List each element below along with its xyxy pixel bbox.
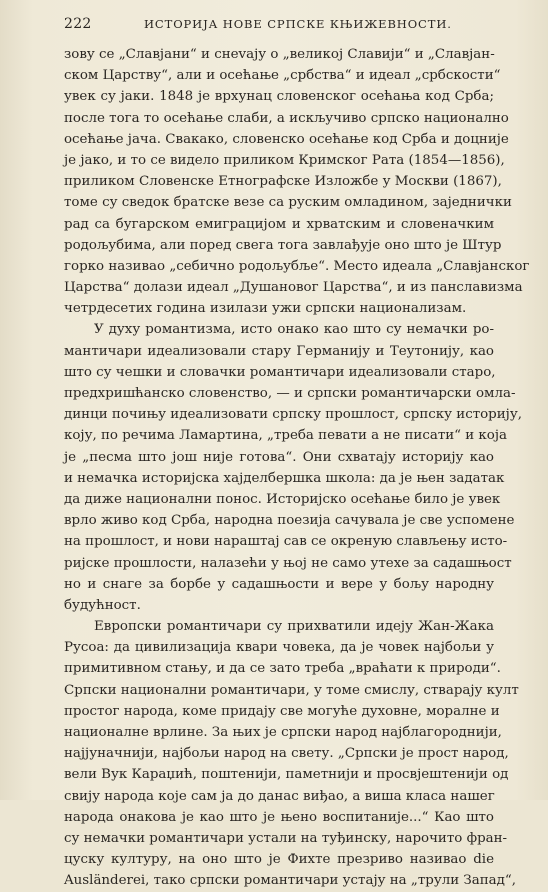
text-line: четрдесетих година изилази ужи српски национализам. <box>64 301 467 317</box>
text-line: на прошлост, и нови нараштај сав се окреную слављењу исто- <box>64 534 508 550</box>
page-header <box>64 16 494 36</box>
text-line: Русоа: да цивилизација квари човека, да је човек најбољи у <box>64 640 494 656</box>
text-line: ријске прошлости, налазећи у њој не само утехе за садашњост <box>64 555 512 571</box>
text-line: што су чешки и словачки романтичари идеализовали старо, <box>64 364 496 380</box>
text-line: динци почињу идеализовати српску прошлост, српску историју, <box>64 407 522 423</box>
text-line: Царства“ долази идеал „Душановог Царства“, и из панславизма <box>64 280 523 296</box>
text-line: после тога то осећање слаби, а искључиво српско национално <box>64 110 509 126</box>
text-line: је „песма што још није готова“. Они схватају историју као <box>64 449 494 465</box>
text-line: но и снаге за борбе у садашњости и вере у бољу народну <box>64 576 494 592</box>
text-line: рад са бугарском емиграцијом и хрватским и словеначким <box>64 216 494 232</box>
page-number: 222 <box>64 16 92 32</box>
paragraph <box>64 44 530 319</box>
text-line: је јако, и то се видело приликом Кримског Рата (1854—1856), <box>64 152 505 168</box>
text-line: и немачка историјска хајделбершка школа: да је њен задатак <box>64 470 505 486</box>
text-line: народа онакова је као што је њено воспитаније...“ Као што <box>64 809 494 825</box>
text-line: горко називао „себично родољубље“. Место идеала „Славјанског <box>64 258 530 274</box>
text-line: мантичари идеализовали стару Германију и Теутонију, као <box>64 343 494 359</box>
text-line: најјуначнији, најбољи народ на свету. „Српски је прост народ, <box>64 746 509 762</box>
text-line: родољубима, али поред свега тога завлађује оно што је Штур <box>64 237 502 253</box>
text-line: зову се „Славјани“ и снevају о „великој Славији“ и „Славјан- <box>64 47 495 62</box>
paragraph <box>64 319 522 616</box>
body-text <box>64 44 530 892</box>
text-line: Српски национални романтичари, у томе смислу, стварају култ <box>64 682 519 698</box>
text-line: примитивном стању, и да се зато треба „враћати к природи“. <box>64 661 501 677</box>
text-line: осећање јача. Свакако, словенско осећање код Срба и доцније <box>64 131 509 147</box>
text-line: простог народа, коме придају све могуће духовне, моралне и <box>64 703 500 719</box>
text-line: У духу романтизма, исто онако као што су немачки ро- <box>94 322 494 338</box>
text-line: будућност. <box>64 597 141 613</box>
text-line: свију народа које сам ја до данас виђао, а виша класа нашег <box>64 788 495 804</box>
text-line: увек су јаки. 1848 је врхунац словенског осећања код Срба; <box>64 89 494 105</box>
running-head: ИСТОРИЈА НОВЕ СРПСКЕ КЊИЖЕВНОСТИ. <box>144 17 452 31</box>
text-line: приликом Словенске Етнографске Изложбе у Москви (1867), <box>64 174 502 190</box>
text-line: врло живо код Срба, народна поезија сачувала је све успомене <box>64 513 515 529</box>
text-line: томе су сведок братске везе са руским омладином, заједнички <box>64 195 512 211</box>
text-line: ском Царству“, али и осећање „србства“ и идеал „србскости“ <box>64 68 501 84</box>
text-line: предхришћанско словенство, — и српски романтичарски омла- <box>64 386 516 401</box>
text-line: Ausländerei, тако српски романтичари устају на „трули Запад“, <box>64 873 516 889</box>
text-line: Европски романтичари су прихватили идеју Жан-Жака <box>94 619 494 635</box>
text-line: цуску културу, на оно што је Фихте презриво називао die <box>64 852 494 868</box>
text-line: коју, по речима Ламартина, „треба певати а не писати“ и која <box>64 428 507 444</box>
text-line: националне врлине. За њих је српски народ најблагороднији, <box>64 725 502 740</box>
text-line: да диже национални понос. Историјско осећање било је увек <box>64 491 501 507</box>
text-line: су немачки романтичари устали на туђинску, нарочито фран- <box>64 830 508 846</box>
paragraph <box>64 616 519 891</box>
text-line: вели Вук Караџић, поштенији, паметнији и просвјештенији од <box>64 767 509 783</box>
